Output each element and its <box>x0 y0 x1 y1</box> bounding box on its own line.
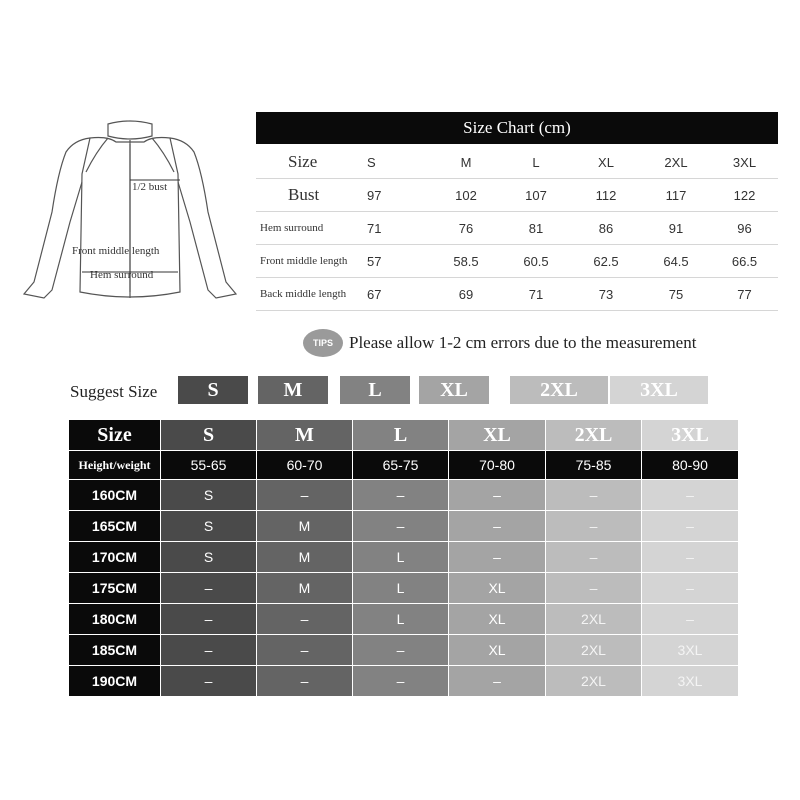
grid-size-header: S <box>161 420 257 451</box>
grid-height-label: 185CM <box>69 635 161 666</box>
grid-size-cell: – <box>353 511 449 542</box>
grid-size-cell: L <box>353 604 449 635</box>
size-chart-cell: 2XL <box>641 146 711 179</box>
grid-size-header: XL <box>449 420 546 451</box>
grid-size-cell: XL <box>449 573 546 604</box>
suggest-size-swatch: 3XL <box>610 376 708 404</box>
size-chart-cell: XL <box>571 146 641 179</box>
size-chart-row <box>256 278 778 311</box>
suggest-size-swatch: L <box>340 376 410 404</box>
size-chart-row-label: Front middle length <box>256 245 361 278</box>
grid-height-row <box>69 573 739 604</box>
hem-label: Hem surround <box>90 269 154 281</box>
grid-weight-cell: 60-70 <box>257 451 353 480</box>
grid-size-cell: – <box>642 573 739 604</box>
size-chart-cell: 71 <box>361 212 431 245</box>
size-chart-cell: 76 <box>431 212 501 245</box>
size-chart-cell: 91 <box>641 212 711 245</box>
size-chart-table <box>256 146 778 311</box>
grid-height-row <box>69 604 739 635</box>
grid-height-label: 160CM <box>69 480 161 511</box>
grid-size-header: L <box>353 420 449 451</box>
size-chart-cell: 71 <box>501 278 571 311</box>
grid-height-label: 170CM <box>69 542 161 573</box>
grid-size-cell: – <box>257 480 353 511</box>
grid-height-weight-label: Height/weight <box>69 451 161 480</box>
suggest-size-swatch: 2XL <box>510 376 608 404</box>
size-chart-cell: 117 <box>641 179 711 212</box>
grid-size-cell: XL <box>449 635 546 666</box>
grid-size-header: 3XL <box>642 420 739 451</box>
size-chart-cell: 57 <box>361 245 431 278</box>
grid-height-row <box>69 666 739 697</box>
grid-corner-label: Size <box>69 420 161 451</box>
size-chart-row <box>256 146 778 179</box>
suggest-size-swatch: XL <box>419 376 489 404</box>
grid-size-cell: – <box>161 604 257 635</box>
size-chart-cell: 122 <box>711 179 778 212</box>
tips-text: Please allow 1-2 cm errors due to the measurement <box>349 333 697 352</box>
grid-weight-cell: 65-75 <box>353 451 449 480</box>
size-chart-cell: 81 <box>501 212 571 245</box>
grid-size-cell: L <box>353 573 449 604</box>
grid-size-cell: – <box>642 542 739 573</box>
bust-label: 1/2 bust <box>132 181 168 193</box>
size-chart-cell: 112 <box>571 179 641 212</box>
grid-weight-cell: 80-90 <box>642 451 739 480</box>
size-chart-row <box>256 245 778 278</box>
grid-header-row <box>69 420 739 451</box>
grid-height-label: 165CM <box>69 511 161 542</box>
grid-size-cell: L <box>353 542 449 573</box>
grid-weight-row <box>69 451 739 480</box>
size-chart-cell: 66.5 <box>711 245 778 278</box>
grid-size-cell: – <box>353 480 449 511</box>
size-recommendation-grid <box>68 419 739 697</box>
size-chart-cell: 69 <box>431 278 501 311</box>
grid-size-cell: – <box>353 635 449 666</box>
size-chart-cell: 75 <box>641 278 711 311</box>
grid-height-row <box>69 542 739 573</box>
grid-weight-cell: 70-80 <box>449 451 546 480</box>
grid-size-cell: – <box>257 604 353 635</box>
grid-size-cell: S <box>161 480 257 511</box>
grid-size-cell: – <box>257 635 353 666</box>
suggest-size-swatch: M <box>258 376 328 404</box>
size-chart-cell: 77 <box>711 278 778 311</box>
grid-size-cell: – <box>449 542 546 573</box>
size-chart-cell: 3XL <box>711 146 778 179</box>
grid-size-cell: – <box>353 666 449 697</box>
grid-size-cell: – <box>449 666 546 697</box>
suggest-size-swatch: S <box>178 376 248 404</box>
grid-size-cell: – <box>257 666 353 697</box>
grid-size-cell: 3XL <box>642 635 739 666</box>
grid-size-cell: XL <box>449 604 546 635</box>
grid-height-row <box>69 511 739 542</box>
size-chart-cell: 86 <box>571 212 641 245</box>
size-chart-cell: 107 <box>501 179 571 212</box>
grid-size-cell: M <box>257 573 353 604</box>
size-chart-cell: 58.5 <box>431 245 501 278</box>
grid-height-row <box>69 635 739 666</box>
size-chart-cell: 60.5 <box>501 245 571 278</box>
size-chart-title: Size Chart (cm) <box>256 112 778 144</box>
size-chart-cell: S <box>361 146 431 179</box>
grid-size-cell: – <box>546 573 642 604</box>
grid-size-cell: – <box>546 542 642 573</box>
size-chart-row <box>256 212 778 245</box>
size-chart-row-label: Back middle length <box>256 278 361 311</box>
grid-size-cell: – <box>161 635 257 666</box>
grid-size-header: 2XL <box>546 420 642 451</box>
size-chart-cell: M <box>431 146 501 179</box>
tips-badge: TIPS <box>303 329 343 357</box>
collar-outline <box>108 121 152 139</box>
grid-height-row <box>69 480 739 511</box>
grid-size-cell: S <box>161 542 257 573</box>
grid-size-cell: – <box>449 480 546 511</box>
grid-size-cell: 2XL <box>546 604 642 635</box>
size-chart-cell: 96 <box>711 212 778 245</box>
size-chart-row-label: Bust <box>256 179 361 212</box>
grid-height-label: 180CM <box>69 604 161 635</box>
grid-size-cell: – <box>161 666 257 697</box>
grid-size-cell: – <box>642 511 739 542</box>
grid-size-cell: – <box>449 511 546 542</box>
size-chart-cell: 62.5 <box>571 245 641 278</box>
grid-weight-cell: 55-65 <box>161 451 257 480</box>
front-length-label: Front middle length <box>72 245 160 257</box>
grid-size-cell: 3XL <box>642 666 739 697</box>
grid-size-cell: – <box>161 573 257 604</box>
size-chart-cell: L <box>501 146 571 179</box>
size-chart-row <box>256 179 778 212</box>
grid-size-cell: 2XL <box>546 635 642 666</box>
grid-size-cell: – <box>546 511 642 542</box>
grid-size-cell: – <box>546 480 642 511</box>
size-chart-cell: 102 <box>431 179 501 212</box>
suggest-size-label: Suggest Size <box>70 382 158 401</box>
grid-size-header: M <box>257 420 353 451</box>
jacket-diagram <box>20 112 245 322</box>
grid-size-cell: 2XL <box>546 666 642 697</box>
grid-size-cell: M <box>257 511 353 542</box>
grid-size-cell: – <box>642 480 739 511</box>
size-chart-cell: 67 <box>361 278 431 311</box>
grid-height-label: 190CM <box>69 666 161 697</box>
grid-size-cell: – <box>642 604 739 635</box>
grid-weight-cell: 75-85 <box>546 451 642 480</box>
size-chart-cell: 97 <box>361 179 431 212</box>
grid-size-cell: M <box>257 542 353 573</box>
size-chart-row-label: Size <box>256 146 361 179</box>
grid-height-label: 175CM <box>69 573 161 604</box>
grid-size-cell: S <box>161 511 257 542</box>
size-chart-cell: 73 <box>571 278 641 311</box>
size-chart-cell: 64.5 <box>641 245 711 278</box>
size-chart-row-label: Hem surround <box>256 212 361 245</box>
